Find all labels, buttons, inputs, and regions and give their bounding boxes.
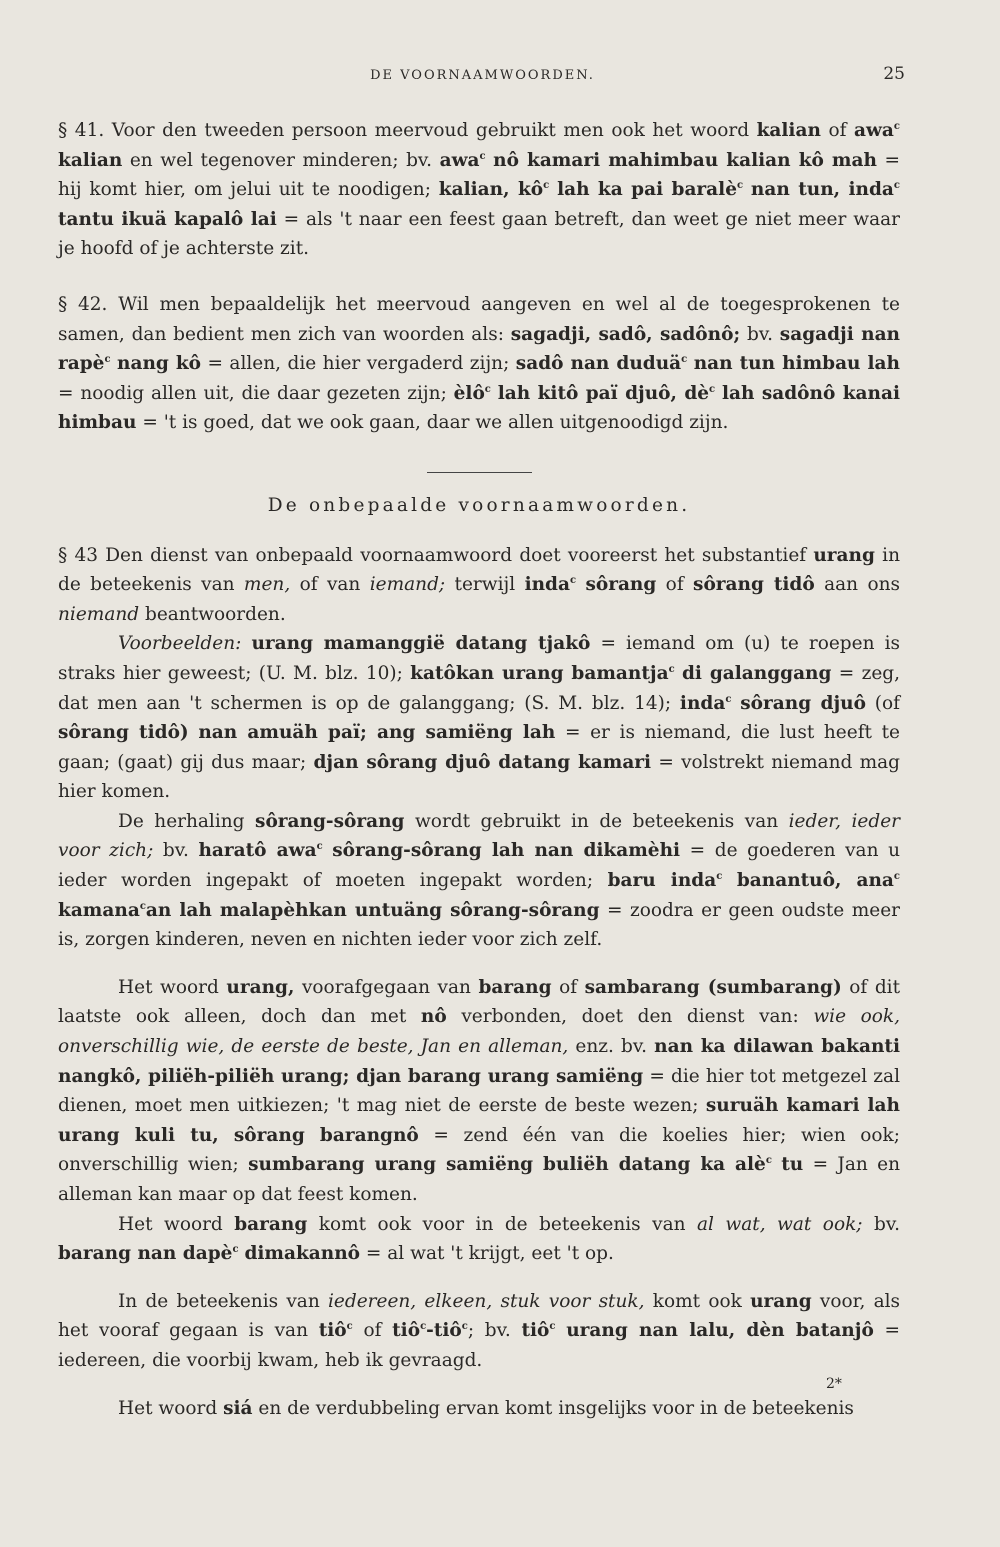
paragraph-43: § 43 Den dienst van onbepaald voornaamwoord doet vooreerst het substantief urang in de beteekenis van men, of van iemand; terwijl inda$^c$ sôrang of sôrang tidô aan ons niemand beantwoorden.	[58, 544, 900, 625]
page-body	[58, 116, 900, 1423]
section-divider	[427, 472, 532, 473]
paragraph-sia: Het woord siá en de verdubbeling ervan komt insgelijks voor in de beteekenis	[118, 1397, 854, 1419]
paragraph-42: § 42. Wil men bepaaldelijk het meervoud aangeven en wel al de toegesprokenen te samen, dan bedient men zich van woorden als: sagadji, sadô, sadônô; bv. sagadji nan rapè$^c$ nang kô = allen, die hier vergaderd zijn; sadô nan duduä$^c$ nan tun himbau lah = noodig allen uit, die daar gezeten zijn; èlô$^c$ lah kitô paï djuô, $dè^c$ lah sadônô kanai himbau = 't is goed, dat we ook gaan, daar we allen uitgenoodigd zijn.	[58, 293, 901, 434]
paragraph-urang: Het woord urang, voorafgegaan van barang of sambarang (sumbarang) of dit laatste ook alleen, doch dan met nô verbonden, doet den dienst van: wie ook, onverschillig wie, de eerste de beste, Jan en alleman, enz. bv. nan ka dilawan bakanti nangkô, piliëh-piliëh urang; djan barang urang samiëng = die hier tot metgezel zal dienen, moet men uitkiezen; 't mag niet de eerste de beste wezen; suruäh kamari lah urang kuli tu, sôrang barangnô = zend één van die koelies hier; wien ook; onverschillig wien; sumbarang urang samiëng buliëh datang ka alè$^c$ tu = Jan en alleman kan maar op dat feest komen.	[58, 976, 901, 1205]
paragraph-examples: Voorbeelden: urang mamanggië datang tjakô = iemand om (u) te roepen is straks hier geweest; (U. M. blz. 10); katôkan urang bamantja$^c$ di galanggang = zeg, dat men aan 't schermen is op de galanggang; (S. M. blz. 14); inda$^c$ sôrang djuô (of sôrang tidô) nan amuäh paï; ang samiëng lah = er is niemand, die lust heeft te gaan; (gaat) gij dus maar; djan sôrang djuô datang kamari = volstrekt niemand mag hier komen.	[58, 633, 900, 803]
paragraph-41: § 41. Voor den tweeden persoon meervoud gebruikt men ook het woord kalian of awa$^c$ kalian en wel tegenover minderen; bv. awa$^c$ nô kamari mahimbau kalian kô mah = hij komt hier, om jelui uit te noodigen; kalian, $kô^c$ lah ka pai baralè$^c$ nan tun, inda$^c$ tantu ikuä kapalô lai = als 't naar een feest gaan betreft, dan weet ge niet meer waar je hoofd of je achterste zit.	[58, 120, 901, 260]
paragraph-tio: In de beteekenis van iedereen, elkeen, stuk voor stuk, komt ook urang voor, als het vooraf gegaan is van tiô$^c$ of tiô$^c$-tiô$^c$; bv. tiô$^c$ urang nan lalu, dèn batanjô = iedereen, die voorbij kwam, heb ik gevraagd.	[58, 1290, 901, 1371]
paragraph-barang: Het woord barang komt ook voor in de beteekenis van al wat, wat ook; bv. barang nan dapè$^c$ dimakannô = al wat 't krijgt, eet 't op.	[58, 1213, 900, 1265]
page-header	[60, 64, 905, 92]
section-heading: De onbepaalde voornaamwoorden.	[267, 494, 691, 516]
page-number: 25	[883, 64, 905, 84]
paragraph-herhaling: De herhaling sôrang-sôrang wordt gebruikt in de beteekenis van ieder, ieder voor zich; bv. haratô awa$^c$ sôrang-sôrang lah nan dikamèhi = de goederen van u ieder worden ingepakt of moeten ingepakt worden; baru inda$^c$ banantuô, ana$^c$ kamana$^c$an lah malapèhkan untuäng sôrang-sôrang = zoodra er geen oudste meer is, zorgen kinderen, neven en nichten ieder voor zich zelf.	[58, 810, 901, 951]
signature-mark: 2*	[826, 1376, 842, 1392]
running-title: DE VOORNAAMWOORDEN.	[370, 68, 595, 83]
